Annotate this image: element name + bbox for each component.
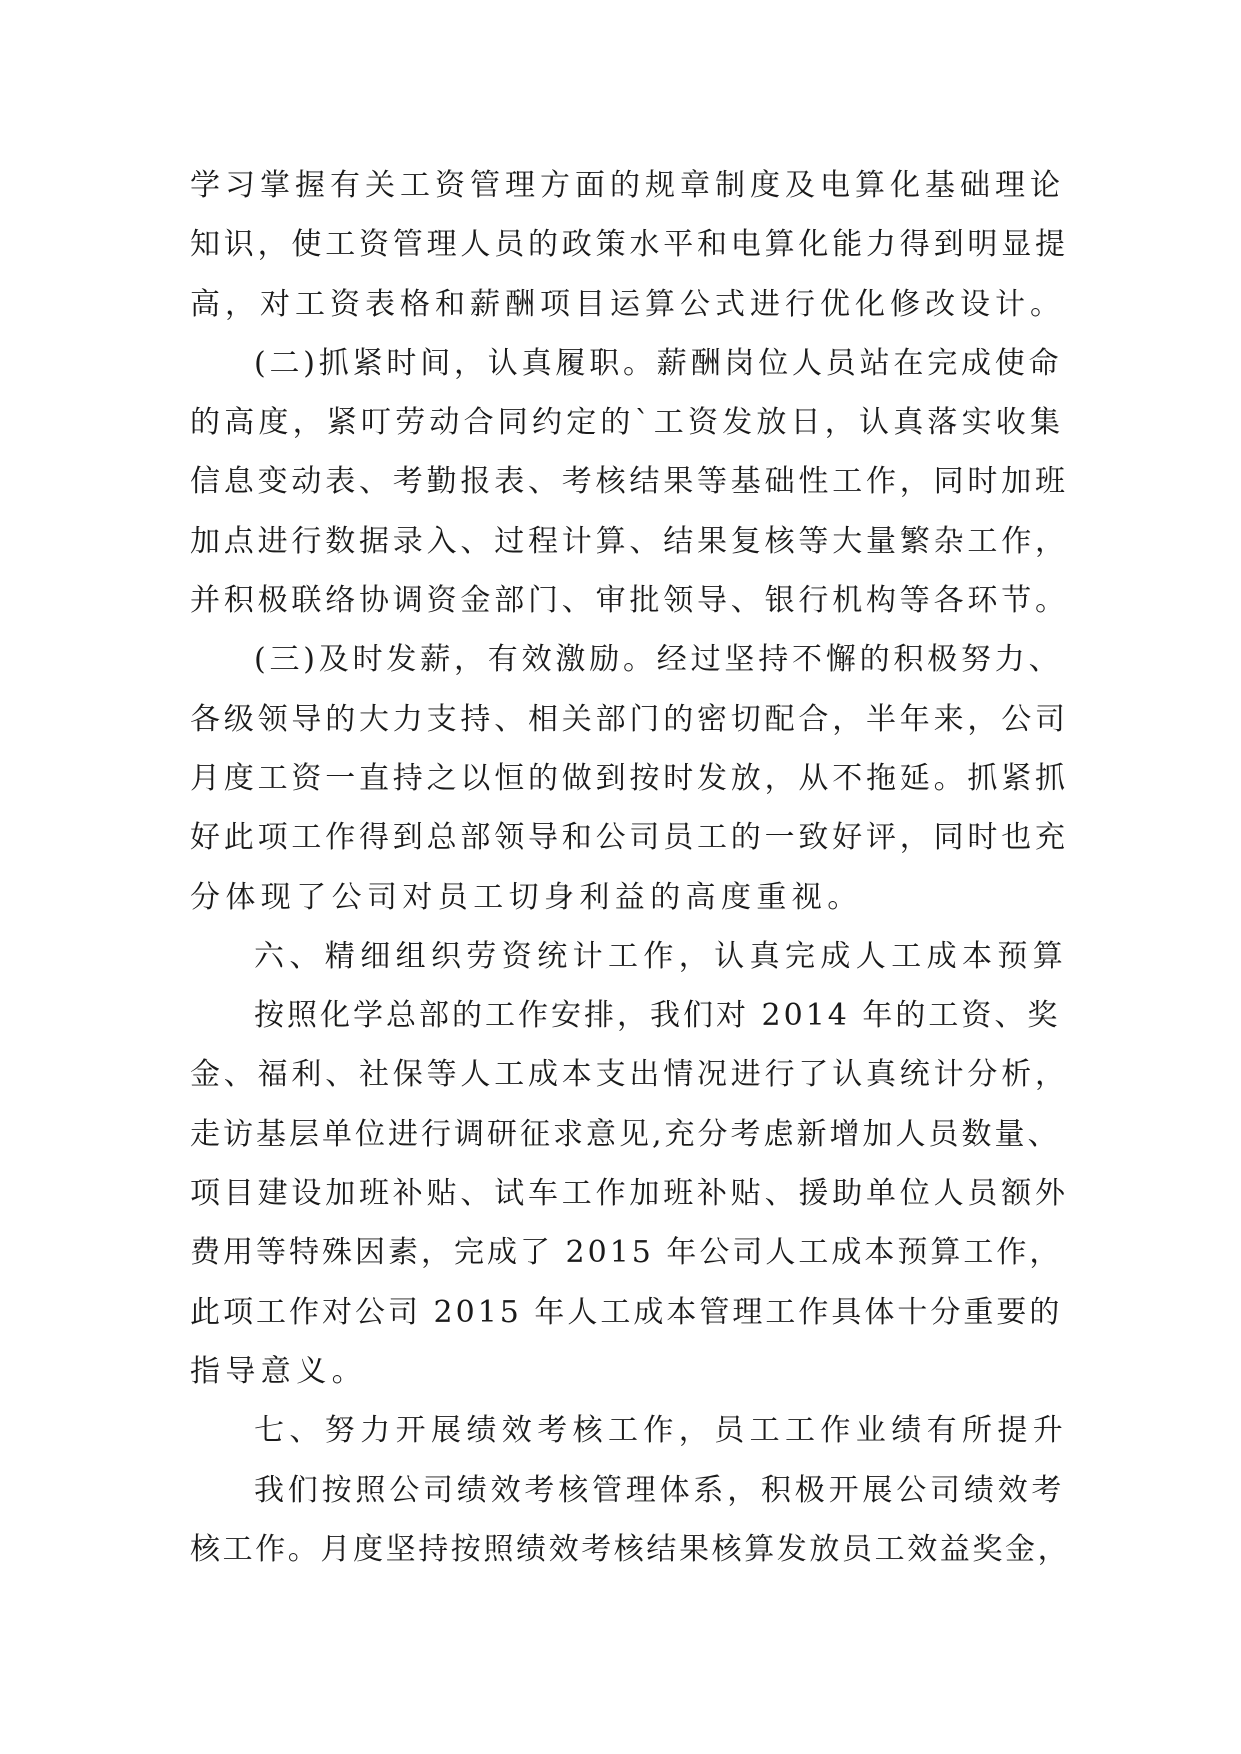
text-line: 六、精细组织劳资统计工作，认真完成人工成本预算 bbox=[254, 938, 1069, 974]
text-line: 项目建设加班补贴、试车工作加班补贴、援助单位人员额外 bbox=[190, 1176, 1069, 1212]
body-text bbox=[190, 156, 1070, 1579]
text-line: (三)及时发薪，有效激励。经过坚持不懈的积极努力、 bbox=[254, 642, 1063, 678]
text-line: 金、福利、社保等人工成本支出情况进行了认真统计分析， bbox=[190, 1057, 1069, 1093]
text-line: 各级领导的大力支持、相关部门的密切配合，半年来，公司 bbox=[190, 701, 1069, 737]
text-line: 并积极联络协调资金部门、审批领导、银行机构等各环节。 bbox=[190, 583, 1069, 619]
text-line: 好此项工作得到总部领导和公司员工的一致好评，同时也充 bbox=[190, 820, 1069, 856]
text-line: 费用等特殊因素，完成了 2015 年公司人工成本预算工作， bbox=[190, 1235, 1063, 1271]
text-line: 分体现了公司对员工切身利益的高度重视。 bbox=[190, 879, 863, 915]
text-line: 知识，使工资管理人员的政策水平和电算化能力得到明显提 bbox=[190, 227, 1069, 263]
text-line: 走访基层单位进行调研征求意见,充分考虑新增加人员数量、 bbox=[190, 1116, 1061, 1152]
text-line: 加点进行数据录入、过程计算、结果复核等大量繁杂工作， bbox=[190, 523, 1069, 559]
text-line: 按照化学总部的工作安排，我们对 2014 年的工资、奖 bbox=[254, 998, 1061, 1034]
text-line: 此项工作对公司 2015 年人工成本管理工作具体十分重要的 bbox=[190, 1294, 1063, 1330]
text-line: 指导意义。 bbox=[190, 1353, 367, 1389]
text-line: 核工作。月度坚持按照绩效考核结果核算发放员工效益奖金， bbox=[190, 1531, 1071, 1567]
text-line: (二)抓紧时间，认真履职。薪酬岗位人员站在完成使命 bbox=[254, 345, 1063, 381]
text-line: 高，对工资表格和薪酬项目运算公式进行优化修改设计。 bbox=[190, 286, 1065, 322]
text-line: 的高度，紧叮劳动合同约定的`工资发放日，认真落实收集 bbox=[190, 405, 1065, 441]
text-line: 学习掌握有关工资管理方面的规章制度及电算化基础理论 bbox=[190, 168, 1065, 203]
text-line: 我们按照公司绩效考核管理体系，积极开展公司绩效考 bbox=[254, 1472, 1066, 1508]
text-line: 信息变动表、考勤报表、考核结果等基础性工作，同时加班 bbox=[190, 464, 1069, 500]
text-line: 月度工资一直持之以恒的做到按时发放，从不拖延。抓紧抓 bbox=[190, 760, 1069, 796]
text-line: 七、努力开展绩效考核工作，员工工作业绩有所提升 bbox=[254, 1413, 1069, 1449]
